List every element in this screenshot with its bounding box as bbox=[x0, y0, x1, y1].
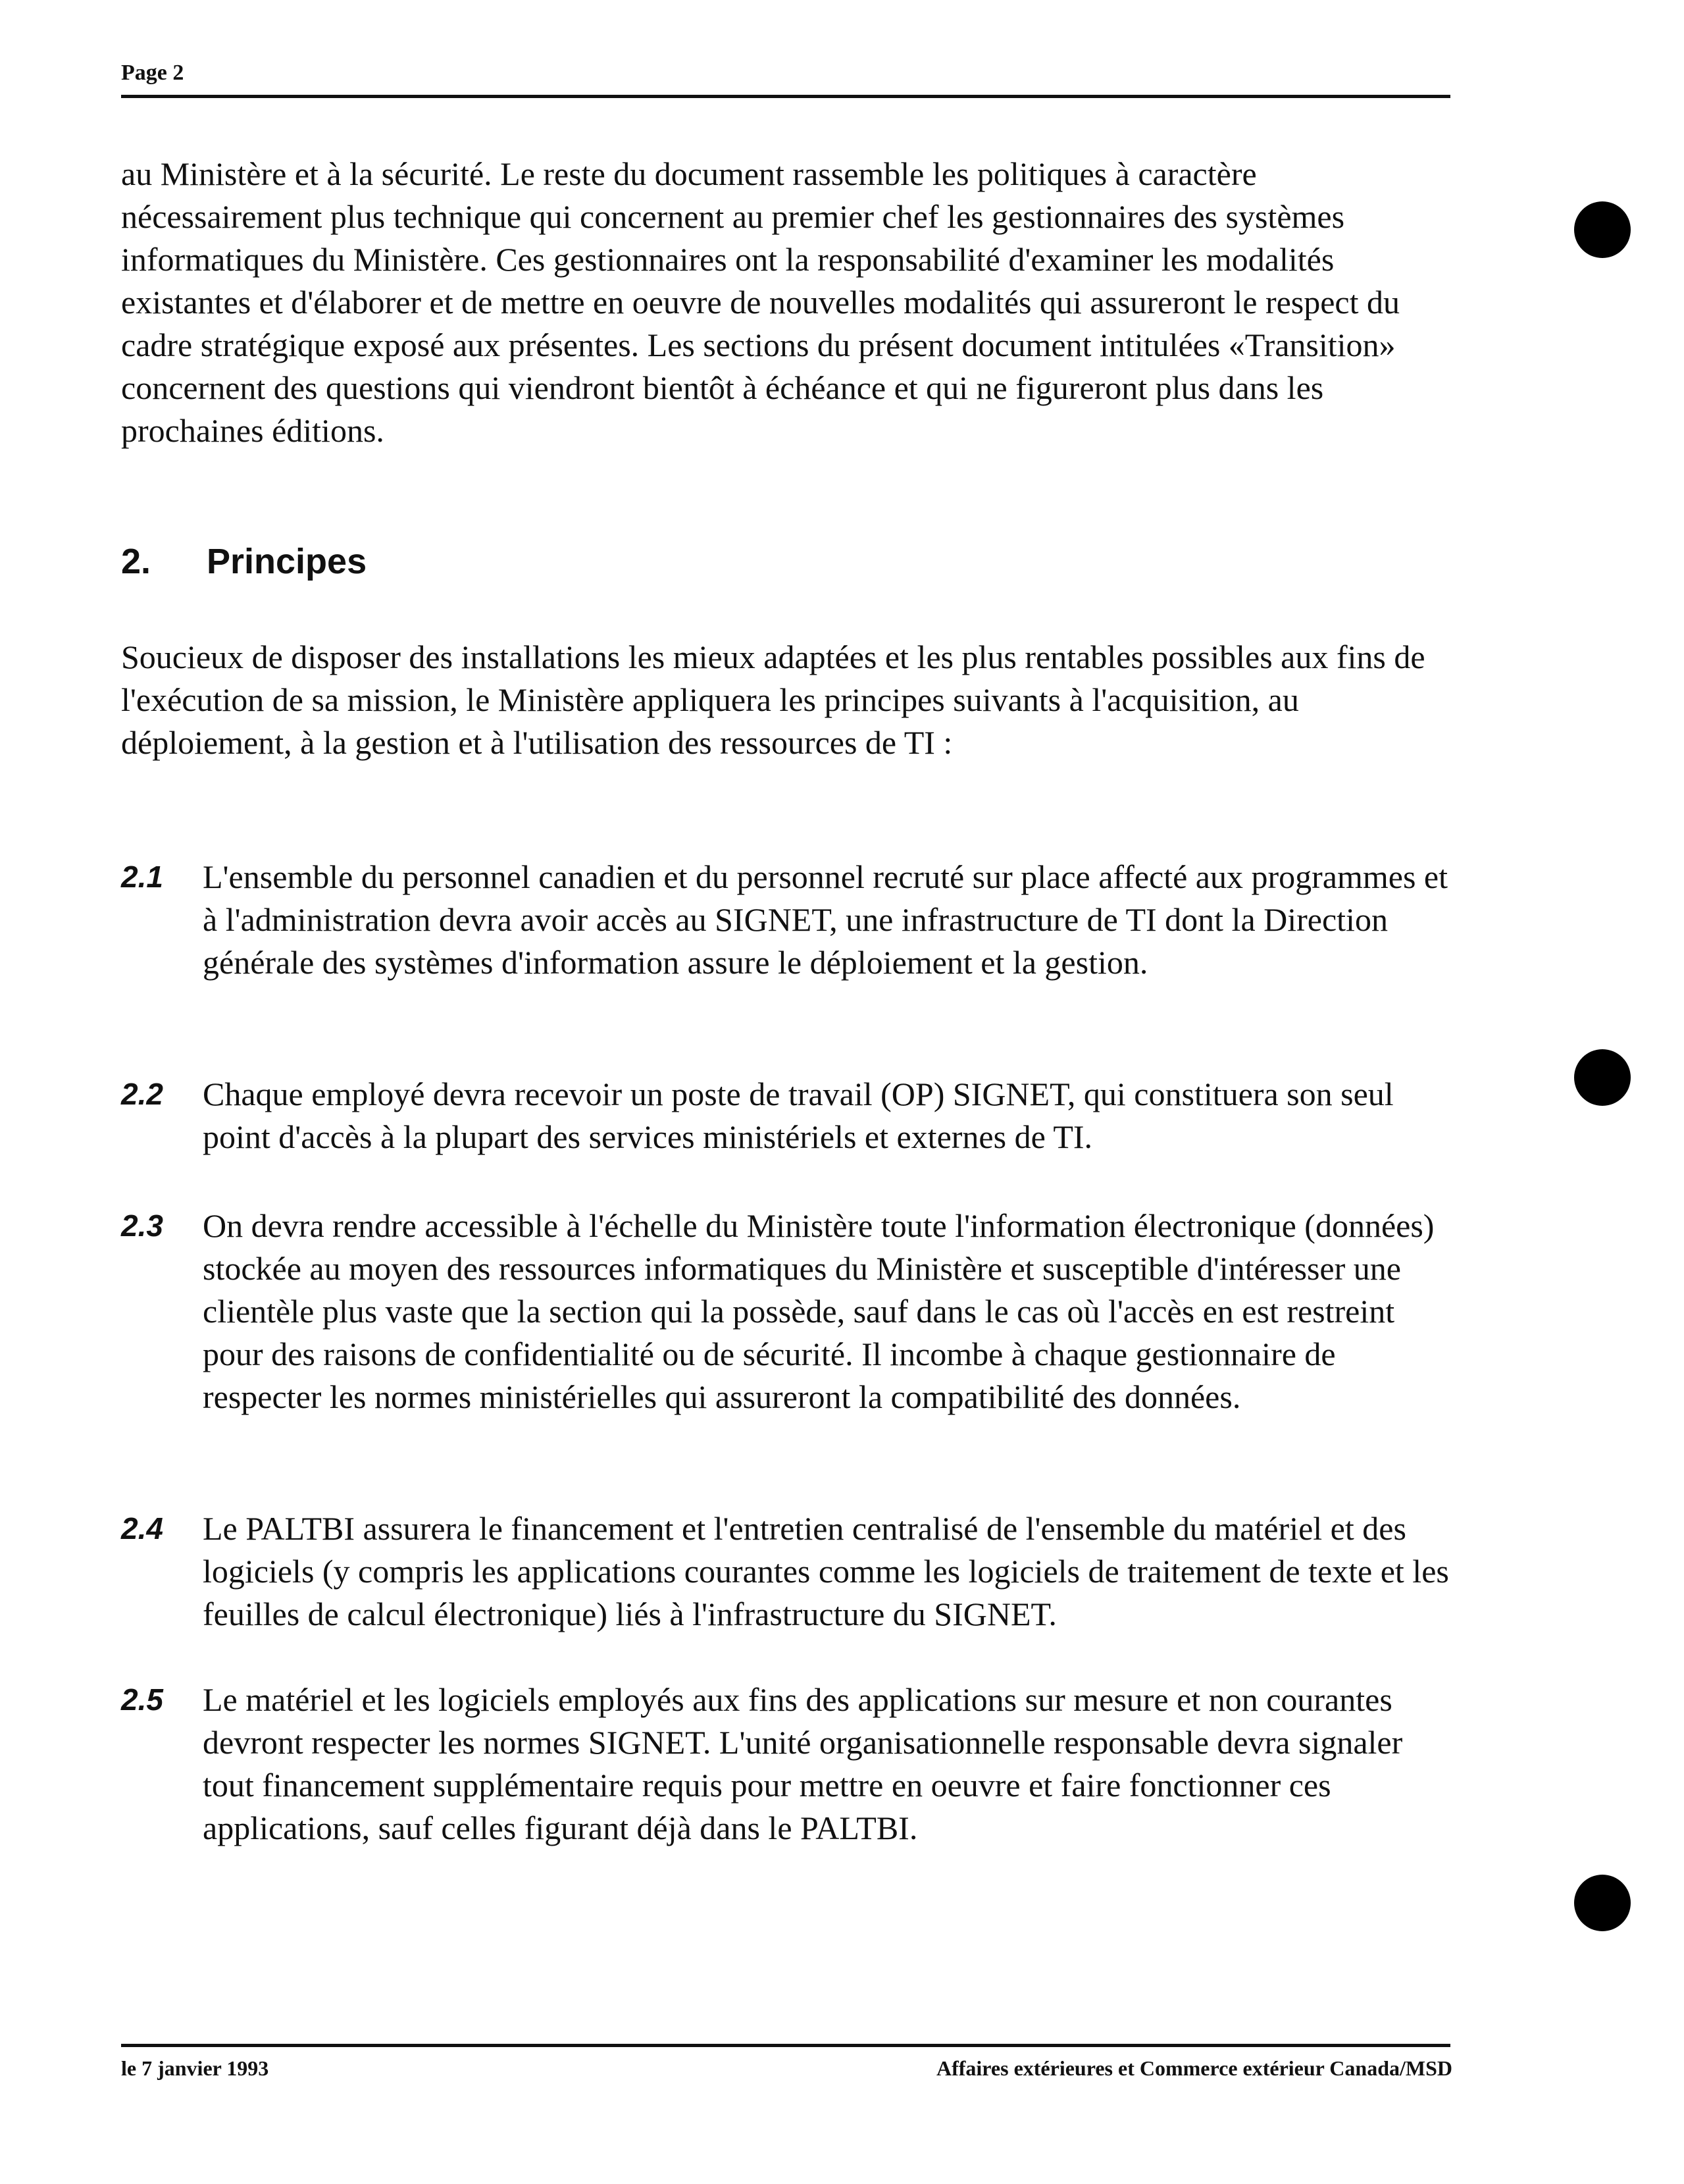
punch-hole-icon bbox=[1574, 201, 1631, 258]
footer-date: le 7 janvier 1993 bbox=[121, 2056, 269, 2080]
principle-number: 2.4 bbox=[121, 1511, 163, 1546]
principle-number: 2.5 bbox=[121, 1682, 163, 1717]
principle-text: Le PALTBI assurera le financement et l'entretien centralisé de l'ensemble du matériel et des logiciels (y compris les applications courantes comme les logiciels de traitement de texte et les feuilles de calcul électronique) liés à l'infrastructure du SIGNET. bbox=[203, 1510, 1449, 1632]
punch-hole-icon bbox=[1574, 1875, 1631, 1931]
page-number-label: Page 2 bbox=[121, 61, 184, 85]
punch-hole-icon bbox=[1574, 1049, 1631, 1106]
intro-paragraph: au Ministère et à la sécurité. Le reste du document rassemble les politiques à caractère nécessairement plus technique qui concernent au premier chef les gestionnaires des systèmes informatiques du Ministère. Ces gestionnaires ont la responsabilité d'examiner les modalités existantes et d'élaborer et de mettre en oeuvre de nouvelles modalités qui assureront le respect du cadre stratégique exposé aux présentes. Les sections du présent document intitulées «Transition» concernent des questions qui viendront bientôt à échéance et qui ne figureront plus dans les prochaines éditions. bbox=[121, 155, 1400, 449]
footer-rule bbox=[121, 2044, 1450, 2047]
principle-number: 2.1 bbox=[121, 860, 163, 894]
section-intro-paragraph: Soucieux de disposer des installations les mieux adaptées et les plus rentables possibles aux fins de l'exécution de sa mission, le Ministère appliquera les principes suivants à l'acquisition, au déploiement, à la gestion et à l'utilisation des ressources de TI : bbox=[121, 638, 1425, 761]
principle-text: L'ensemble du personnel canadien et du personnel recruté sur place affecté aux programmes et à l'administration devra avoir accès au SIGNET, une infrastructure de TI dont la Direction générale des systèmes d'information assure le déploiement et la gestion. bbox=[203, 858, 1448, 981]
principle-number: 2.2 bbox=[121, 1077, 163, 1111]
principle-number: 2.3 bbox=[121, 1209, 163, 1243]
header-rule bbox=[121, 95, 1450, 98]
principle-text: On devra rendre accessible à l'échelle du Ministère toute l'information électronique (données) stockée au moyen des ressources informatiques du Ministère et susceptible d'intéresser une clientèle plus vaste que la section qui la possède, sauf dans le cas où l'accès en est restreint pour des raisons de confidentialité ou de sécurité. Il incombe à chaque gestionnaire de respecter les normes ministérielles qui assureront la compatibilité des données. bbox=[203, 1207, 1435, 1415]
section-title: Principes bbox=[207, 542, 367, 581]
principle-text: Chaque employé devra recevoir un poste de travail (OP) SIGNET, qui constituera son seul point d'accès à la plupart des services ministériels et externes de TI. bbox=[203, 1076, 1394, 1155]
section-number: 2. bbox=[121, 542, 151, 581]
footer-organization: Affaires extérieures et Commerce extérieur Canada/MSD bbox=[936, 2056, 1452, 2080]
principle-text: Le matériel et les logiciels employés aux fins des applications sur mesure et non courantes devront respecter les normes SIGNET. L'unité organisationnelle responsable devra signaler tout financement supplémentaire requis pour mettre en oeuvre et faire fonctionner ces applications, sauf celles figurant déjà dans le PALTBI. bbox=[203, 1681, 1403, 1846]
section-heading bbox=[121, 541, 367, 582]
